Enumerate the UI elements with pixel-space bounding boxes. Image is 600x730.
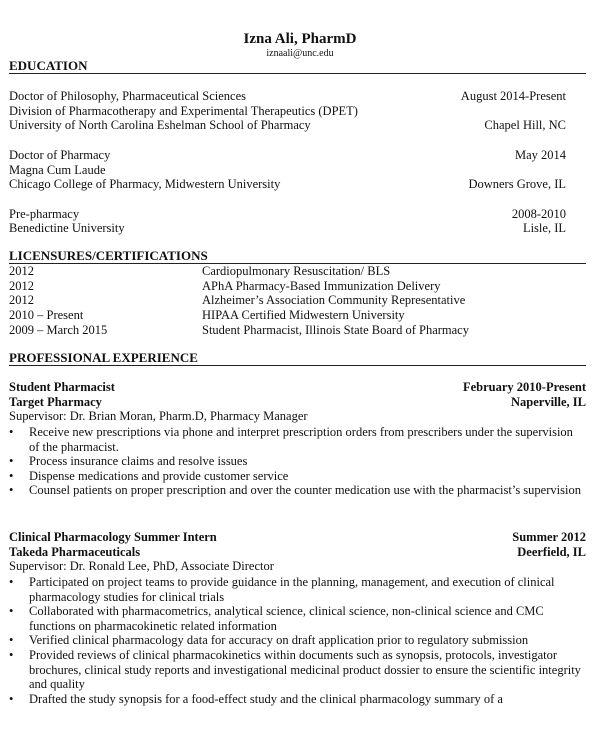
- certification-date: 2012: [9, 293, 34, 308]
- education-institution: University of North Carolina Eshelman School of Pharmacy: [9, 118, 311, 133]
- job-duties-list: [9, 425, 586, 498]
- bullet-icon: •: [9, 575, 14, 589]
- job-location: Deerfield, IL: [517, 544, 586, 559]
- education-detail: Doctor of Philosophy, Pharmaceutical Sciences: [9, 89, 246, 103]
- section-title-licensures: LICENSURES/CERTIFICATIONS: [9, 248, 586, 264]
- resume-header: [0, 0, 600, 60]
- job-title: Student Pharmacist: [9, 380, 115, 394]
- certification-title: HIPAA Certified Midwestern University: [202, 308, 405, 323]
- education-location: Chapel Hill, NC: [484, 118, 566, 133]
- list-item: • Process insurance claims and resolve issues: [9, 454, 248, 469]
- certification-title: Student Pharmacist, Illinois State Board of Pharmacy: [202, 322, 469, 337]
- candidate-name: Izna Ali, PharmD: [243, 31, 357, 47]
- bullet-icon: •: [9, 647, 14, 662]
- list-item: • Counsel patients on proper prescription and over the counter medication use with the pharmacist’s supervision: [9, 483, 581, 498]
- certification-date: 2010 – Present: [9, 308, 84, 323]
- education-date: August 2014-Present: [460, 89, 566, 103]
- bullet-icon: •: [9, 633, 14, 648]
- list-item: • Collaborated with pharmacometrics, analytical science, clinical science, non-clinical science and CMC functions on pharmacokinetic related information: [9, 604, 544, 633]
- bullet-icon: •: [9, 468, 14, 483]
- supervisor-text: Supervisor: Dr. Ronald Lee, PhD, Associate Director: [9, 559, 274, 574]
- job-organization: Takeda Pharmaceuticals: [9, 544, 141, 559]
- certification-date: 2009 – March 2015: [9, 322, 108, 337]
- bullet-icon: •: [9, 691, 14, 706]
- certification-title: Cardiopulmonary Resuscitation/ BLS: [202, 264, 391, 278]
- job-title: Clinical Pharmacology Summer Intern: [9, 530, 217, 544]
- list-item: • Verified clinical pharmacology data for accuracy on draft application prior to regulatory submission: [9, 633, 529, 648]
- bullet-icon: •: [9, 454, 14, 469]
- education-detail: Doctor of Pharmacy: [9, 148, 111, 162]
- bullet-icon: •: [9, 425, 14, 439]
- education-location: Downers Grove, IL: [468, 177, 566, 192]
- certification-date: 2012: [9, 278, 34, 293]
- list-item: • Provided reviews of clinical pharmacokinetics within documents such as synopsis, protocols, investigator brochures, clinical study reports and investigational medicinal product dossier to ensure the scientific integrity and quality: [9, 647, 581, 692]
- section-title-experience: PROFESSIONAL EXPERIENCE: [9, 350, 586, 366]
- certification-date: 2012: [9, 264, 34, 278]
- job-dates: Summer 2012: [512, 530, 586, 544]
- supervisor-text: Supervisor: Dr. Brian Moran, Pharm.D, Pharmacy Manager: [9, 409, 308, 424]
- list-item: • Dispense medications and provide customer service: [9, 468, 289, 483]
- job-duties-list: [9, 575, 586, 706]
- job-organization: Target Pharmacy: [9, 394, 102, 409]
- certification-title: Alzheimer’s Association Community Representative: [202, 293, 466, 308]
- list-item: • Participated on project teams to provide guidance in the planning, management, and execution of clinical pharmacology studies for clinical trials: [9, 575, 555, 604]
- job-dates: February 2010-Present: [462, 380, 586, 394]
- education-institution: Chicago College of Pharmacy, Midwestern University: [9, 177, 281, 192]
- education-institution: Benedictine University: [9, 221, 125, 236]
- education-date: 2008-2010: [511, 206, 566, 221]
- job-location: Naperville, IL: [511, 394, 586, 409]
- candidate-email: iznaali@unc.edu: [266, 48, 334, 59]
- education-location: Lisle, IL: [522, 221, 566, 236]
- certification-title: APhA Pharmacy-Based Immunization Delivery: [202, 278, 441, 293]
- education-detail: Division of Pharmacotherapy and Experimental Therapeutics (DPET): [9, 103, 358, 118]
- list-item: • Receive new prescriptions via phone and interpret prescription orders from prescribers under the supervision of the pharmacist.: [9, 425, 573, 454]
- education-detail: Magna Cum Laude: [9, 162, 106, 177]
- section-title-education: EDUCATION: [9, 58, 586, 74]
- bullet-icon: •: [9, 604, 14, 619]
- bullet-icon: •: [9, 483, 14, 498]
- education-detail: Pre-pharmacy: [9, 206, 80, 221]
- list-item: • Drafted the study synopsis for a food-effect study and the clinical pharmacology summary of a: [9, 691, 503, 706]
- education-date: May 2014: [514, 148, 566, 162]
